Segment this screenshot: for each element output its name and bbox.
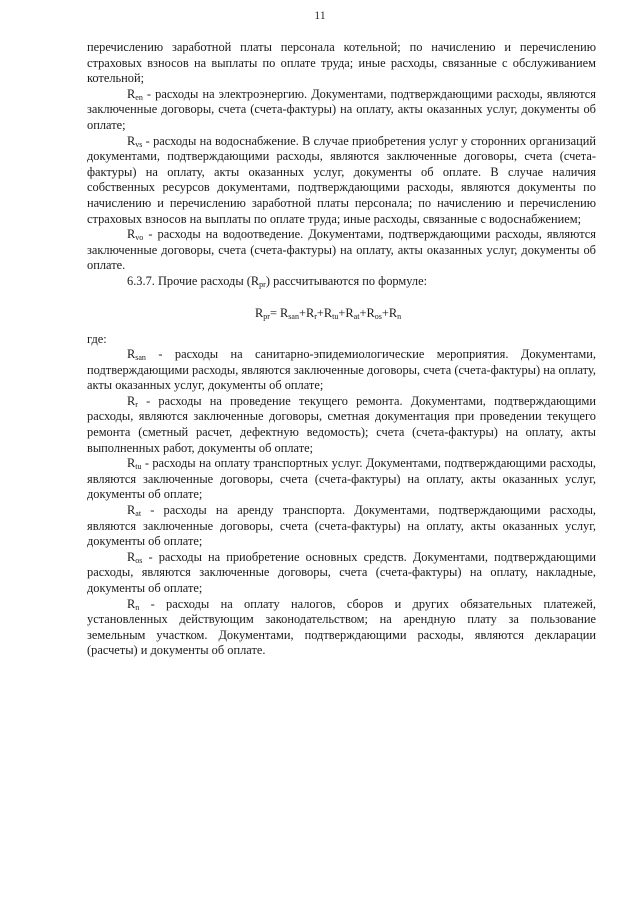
symbol-subscript: san (135, 353, 146, 363)
symbol-subscript: en (135, 92, 143, 102)
symbol-subscript: n (135, 602, 140, 612)
definition-transport-services (87, 456, 596, 503)
paragraph-text: ) рассчитываются по формуле: (265, 273, 428, 288)
where-label: где: (87, 331, 107, 346)
definition-fixed-assets (87, 550, 596, 597)
paragraph-section-heading (87, 274, 596, 290)
symbol: R (127, 227, 136, 242)
page-number: 11 (314, 8, 326, 22)
formula-block (87, 298, 596, 332)
formula-term: $R_r+$ (305, 305, 324, 321)
definition-taxes (87, 597, 596, 659)
symbol: R (127, 549, 136, 564)
definition-text: - расходы на аренду транспорта. Документами, подтверждающими расходы, являются заключенные договоры, счета (счета-фактуры) на оплату, акты оказанных услуг, документы об оплате; (87, 503, 596, 549)
definition-text: - расходы на оплату транспортных услуг. Документами, подтверждающими расходы, являются заключенные договоры, счета (счета-фактуры) на оплату, акты оказанных услуг, документы об оплате; (87, 456, 596, 502)
symbol: R (127, 86, 136, 101)
paragraph-text: - расходы на электроэнергию. Документами, подтверждающими расходы, являются заключенные договоры, счета (счета-фактуры) на оплату, акты оказанных услуг, документы об оплате; (87, 86, 596, 132)
formula-term: $R_{tu}+$ (323, 305, 346, 321)
formula (255, 306, 401, 322)
definition-sanitary (87, 347, 596, 394)
paragraph-water-supply (87, 134, 596, 228)
symbol-subscript: at (135, 509, 142, 519)
formula-term: $R_n$ (388, 305, 402, 321)
symbol: R (127, 503, 136, 518)
symbol-subscript: vs (135, 139, 143, 149)
formula-lhs-subscript: pr (263, 311, 270, 321)
symbol: R (127, 393, 136, 408)
symbol-subscript: r (135, 399, 138, 409)
symbol-subscript: vo (135, 233, 144, 243)
symbol: R (127, 133, 136, 148)
paragraph-text: - расходы на водоотведение. Документами, подтверждающими расходы, являются заключенные договоры, счета (счета-фактуры) на оплату, акты оказанных услуг, документы об оплате. (87, 227, 596, 273)
symbol: R (127, 596, 136, 611)
formula-lhs-symbol: R (255, 305, 264, 320)
formula-equals: = (269, 305, 281, 320)
paragraph-drainage (87, 227, 596, 274)
paragraph-text: 6.3.7. Прочие расходы (R (127, 273, 260, 288)
paragraph-text: - расходы на водоснабжение. В случае приобретения услуг у сторонних организаций документами, подтверждающими расходы, являются заключенные договоры, счета (счета-фактуры) на оплату, акты оказанных услуг, документы об оплате. В случае наличия собственных ресурсов документами, подтверждающими расходы, являются документы по начислению и перечислению заработной платы персонала; по начислению и перечислению страховых взносов на выплаты по оплате труда; иные расходы, связанные с водоснабжением; (87, 133, 596, 226)
definition-repair (87, 394, 596, 456)
definition-transport-rent (87, 503, 596, 550)
definition-text: - расходы на санитарно-эпидемиологические мероприятия. Документами, подтверждающими расходы, являются заключенные договоры, счета (счета-фактуры) на оплату, акты оказанных услуг, документы об оплате; (87, 347, 596, 393)
definition-text: - расходы на оплату налогов, сборов и других обязательных платежей, установленных действующим законодательством; на арендную плату за пользование земельным участком. Документами, подтверждающими расходы, являются декларации (расчеты) и документы об оплате. (87, 596, 596, 658)
symbol-subscript: os (135, 555, 143, 565)
formula-term: $R_{at}+$ (345, 305, 367, 321)
formula-term: $R_{os}+$ (366, 305, 389, 321)
paragraph-electricity (87, 87, 596, 134)
paragraph-continuation: перечислению заработной платы персонала котельной; по начислению и перечислению страховых взносов на выплаты по оплате труда; иные расходы, связанные с обслуживанием котельной; (87, 40, 596, 86)
definition-text: - расходы на проведение текущего ремонта. Документами, подтверждающими расходы, являются заключенные договоры, сметная документация при проведении текущего ремонта (сметный расчет, дефектную ведомость); счета (счета-фактуры) на оплату, акты выполненных работ, документы об оплате; (87, 393, 596, 455)
symbol: R (127, 456, 136, 471)
document-body (87, 40, 596, 659)
symbol: R (127, 347, 136, 362)
symbol-subscript: pr (259, 279, 266, 289)
symbol-subscript: tu (135, 462, 142, 472)
definition-text: - расходы на приобретение основных средств. Документами, подтверждающими расходы, являются заключенные договоры, счета (счета-фактуры) на оплату, накладные, документы об оплате; (87, 549, 596, 595)
formula-term: $R_{san}+$ (280, 305, 306, 321)
